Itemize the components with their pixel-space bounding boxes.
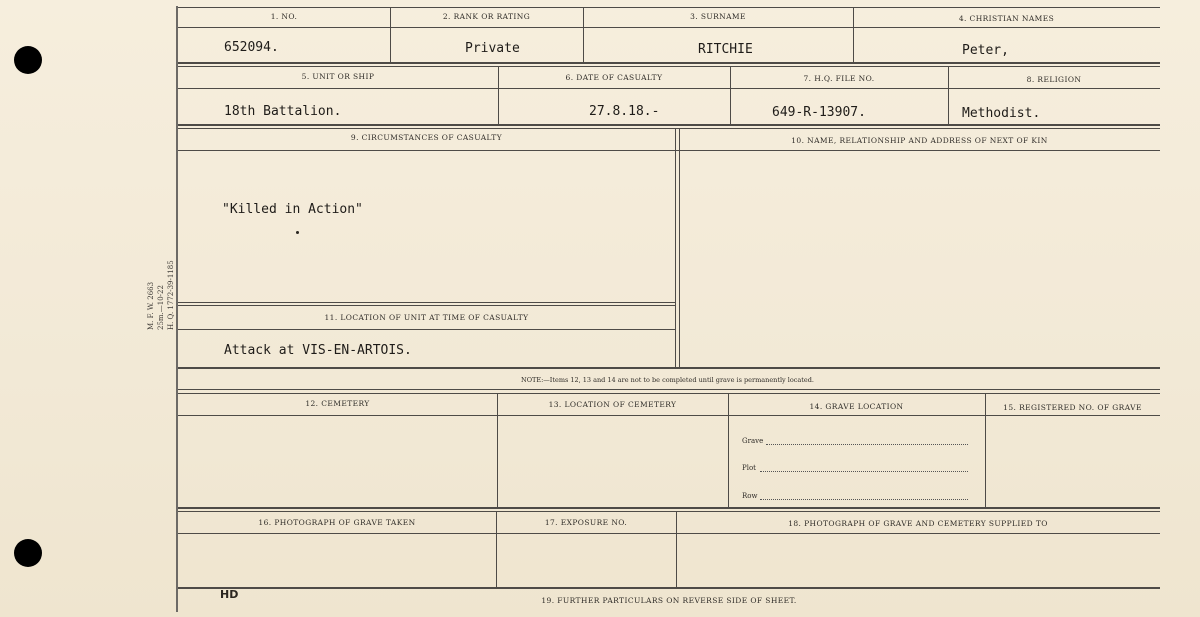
grave-field-dots — [766, 443, 968, 445]
rule — [178, 393, 1160, 394]
date-of-casualty-label: 6. DATE OF CASUALTY — [565, 73, 663, 82]
row-field-dots — [760, 498, 968, 500]
rule — [178, 62, 1160, 64]
religion-label: 8. RELIGION — [1026, 75, 1082, 84]
ink-dot — [296, 231, 299, 234]
rule — [178, 7, 1160, 8]
form-code-line2: 25m.—10-22 — [157, 285, 165, 330]
rule — [178, 507, 1160, 509]
surname-value: RITCHIE — [698, 42, 753, 57]
form-code-side-text — [146, 260, 176, 330]
rule — [178, 367, 1160, 369]
form-code-line1: M. F. W. 2663 — [147, 281, 155, 330]
hq-file-label: 7. H.Q. FILE NO. — [803, 74, 875, 83]
further-particulars-label: 19. FURTHER PARTICULARS ON REVERSE SIDE OF SHEET. — [541, 596, 797, 605]
rule — [178, 305, 675, 306]
circumstances-value: "Killed in Action" — [222, 202, 363, 217]
location-of-unit-value: Attack at VIS-EN-ARTOIS. — [224, 343, 412, 358]
location-of-cemetery-label: 13. LOCATION OF CEMETERY — [548, 400, 677, 409]
christian-names-label: 4. CHRISTIAN NAMES — [958, 14, 1055, 23]
clerk-initials: HD — [220, 588, 239, 601]
rule — [178, 302, 675, 303]
photo-supplied-label: 18. PHOTOGRAPH OF GRAVE AND CEMETERY SUPPLIED TO — [788, 519, 1048, 528]
no-label: 1. NO. — [270, 12, 298, 21]
divider — [675, 128, 676, 368]
rule — [178, 587, 1160, 589]
rank-label: 2. RANK OR RATING — [442, 12, 531, 21]
rule — [178, 511, 1160, 512]
divider — [679, 128, 680, 368]
binder-hole-top — [14, 46, 42, 74]
plot-field-dots — [760, 470, 968, 472]
rank-value: Private — [465, 41, 520, 56]
binder-hole-bottom — [14, 539, 42, 567]
exposure-number-label: 17. EXPOSURE NO. — [544, 518, 628, 527]
note-text: NOTE:—Items 12, 13 and 14 are not to be completed until grave is permanently located. — [521, 376, 814, 384]
location-of-unit-label: 11. LOCATION OF UNIT AT TIME OF CASUALTY — [324, 313, 529, 322]
rule — [178, 124, 1160, 126]
divider — [497, 393, 498, 508]
grave-location-label: 14. GRAVE LOCATION — [809, 402, 904, 411]
rule — [178, 66, 1160, 67]
form-code-line3: H. Q. 1772-39-1185 — [167, 260, 175, 330]
registered-number-label: 15. REGISTERED NO. OF GRAVE — [1003, 403, 1142, 412]
rule — [178, 329, 675, 330]
service-number-value: 652094. — [224, 40, 279, 55]
photo-taken-label: 16. PHOTOGRAPH OF GRAVE TAKEN — [258, 518, 416, 527]
rule — [178, 88, 1160, 89]
hq-file-value: 649-R-13907. — [772, 105, 866, 120]
rule — [178, 128, 1160, 129]
cemetery-label: 12. CEMETERY — [305, 399, 370, 408]
date-of-casualty-value: 27.8.18.- — [589, 104, 660, 119]
row-field-label: Row — [742, 492, 758, 500]
rule — [178, 150, 1160, 151]
religion-value: Methodist. — [962, 106, 1041, 121]
circumstances-label: 9. CIRCUMSTANCES OF CASUALTY — [350, 133, 503, 142]
unit-label: 5. UNIT OR SHIP — [301, 72, 375, 81]
christian-names-value: Peter, — [962, 43, 1009, 58]
rule — [178, 27, 1160, 28]
rule — [178, 389, 1160, 390]
grave-field-label: Grave — [742, 437, 764, 445]
rule — [178, 533, 1160, 534]
next-of-kin-label: 10. NAME, RELATIONSHIP AND ADDRESS OF NEXT OF KIN — [791, 136, 1048, 145]
unit-value: 18th Battalion. — [224, 104, 342, 119]
rule — [178, 415, 1160, 416]
surname-label: 3. SURNAME — [690, 12, 746, 21]
plot-field-label: Plot — [742, 464, 756, 472]
